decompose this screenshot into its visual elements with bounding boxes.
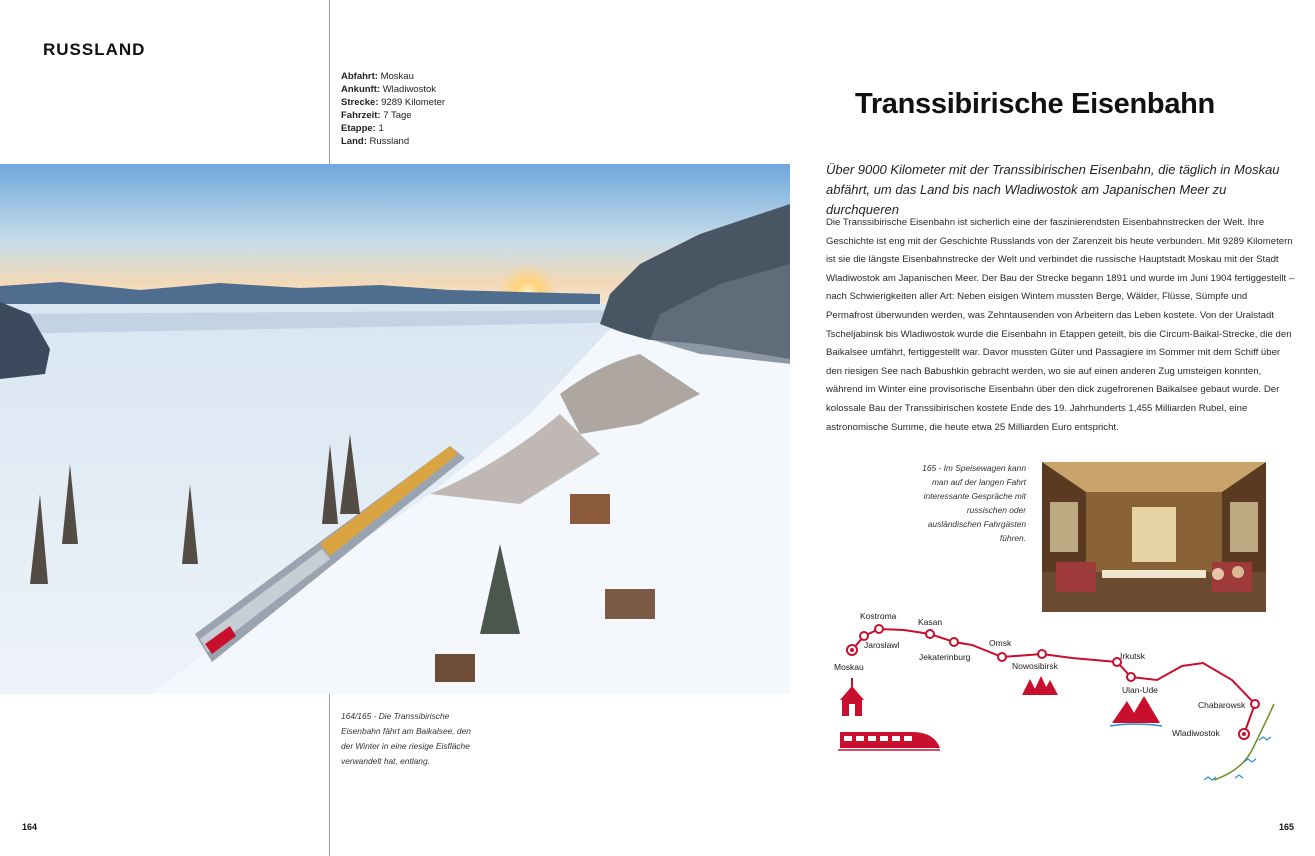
fact-row: Etappe: 1 (341, 123, 384, 134)
station-omsk (998, 653, 1006, 661)
article-title: Transsibirische Eisenbahn (855, 88, 1215, 120)
church-icon (840, 678, 864, 716)
article-lead: Über 9000 Kilometer mit der Transsibirischen Eisenbahn, die täglich in Moskau abfährt, um das Land bis nach Wladiwostok am Japanischen Meer zu durchqueren (826, 162, 1280, 217)
label-chabarowsk: Chabarowsk (1198, 700, 1246, 710)
fact-row: Land: Russland (341, 136, 410, 147)
route-map (822, 600, 1292, 800)
fact-box (341, 70, 445, 148)
page-number-right: 165 (1279, 822, 1295, 832)
inset-photo-dining-car (1042, 462, 1266, 612)
station-ulan-ude (1127, 673, 1135, 681)
label-irkutsk: Irkutsk (1120, 651, 1146, 661)
fact-row: Fahrzeit: 7 Tage (341, 110, 412, 121)
main-photo-baikal-train (0, 164, 790, 694)
inset-caption: 165 - Im Speisewagen kann man auf der langen Fahrt interessante Gespräche mit russischen oder ausländischen Fahrgästen führen. (922, 463, 1026, 543)
station-kostroma (875, 625, 883, 633)
station-chabarowsk (1251, 700, 1259, 708)
label-jaroslawl: Jaroslawl (864, 640, 900, 650)
route-line (852, 629, 1255, 734)
station-jaroslawl (860, 632, 868, 640)
label-moskau: Moskau (834, 662, 864, 672)
label-jekaterinburg: Jekaterinburg (919, 652, 971, 662)
fact-row: Strecke: 9289 Kilometer (341, 97, 446, 108)
label-omsk: Omsk (989, 638, 1012, 648)
country-heading: RUSSLAND (43, 40, 146, 59)
label-kostroma: Kostroma (860, 611, 897, 621)
dining-car-illustration (1042, 462, 1266, 612)
label-wladiwostok: Wladiwostok (1172, 728, 1220, 738)
fact-row: Ankunft: Wladiwostok (341, 84, 437, 95)
fact-row: Abfahrt: Moskau (341, 71, 414, 82)
station-jekaterinburg (950, 638, 958, 646)
train-icon (838, 732, 940, 750)
station-kasan (926, 630, 934, 638)
page-number-left: 164 (22, 822, 38, 832)
forest-icon (1022, 676, 1058, 695)
mountain-icon (1110, 696, 1162, 726)
baikal-landscape-illustration (0, 164, 790, 694)
station-nowosibirsk (1038, 650, 1046, 658)
water-marks (1204, 737, 1271, 780)
coast-line (1214, 704, 1274, 780)
label-kasan: Kasan (918, 617, 943, 627)
label-nowosibirsk: Nowosibirsk (1012, 661, 1058, 671)
article-body: Die Transsibirische Eisenbahn ist sicherlich eine der faszinierendsten Eisenbahnstrecken der Welt. Ihre Geschichte ist eng mit der Geschichte Russlands von der Zarenzeit bis heute verbunden. Mit 9289 Kilometern ist sie die längste Eisenbahnstrecke der Welt und verbindet die russische Hauptstadt Moskau mit der Stadt Wladiwostok am Japanischen Meer. Der Bau der Strecke begann 1891 und wurde im Juni 1904 fertiggestellt – nach Schwierigkeiten aller Art: Neben eisigen Wintern mussten Berge, Wälder, Flüsse, Sümpfe und Permafrost überwunden werden, was Zehntausenden von Arbeitern das Leben kostete. Von der Uralstadt Tscheljabinsk bis Wladiwostok wurde die Eisenbahn in Etappen geteilt, bis die Circum-Baikal-Strecke, die den Baikalsee umfährt, fertiggestellt war. Davor mussten Güter und Passagiere im Sommer mit dem Schiff über den riesigen See nach Babushkin gebracht werden, wo sie auf einen anderen Zug umsteigen konnten, während im Winter eine provisorische Eisenbahn über den dick zugefrorenen Baikalsee gebaut wurde. Der kolossale Bau der Transsibirischen kostete Ende des 19. Jahrhunderts 1,455 Milliarden Rubel, eine astronomische Summe, die heute etwa 25 Milliarden Euro entspricht. (826, 217, 1295, 433)
photo-caption: 164/165 - Die Transsibirische Eisenbahn fährt am Baikalsee, den der Winter in eine riesige Eisfläche verwandelt hat, entlang. (341, 711, 471, 766)
label-ulan-ude: Ulan-Ude (1122, 685, 1158, 695)
